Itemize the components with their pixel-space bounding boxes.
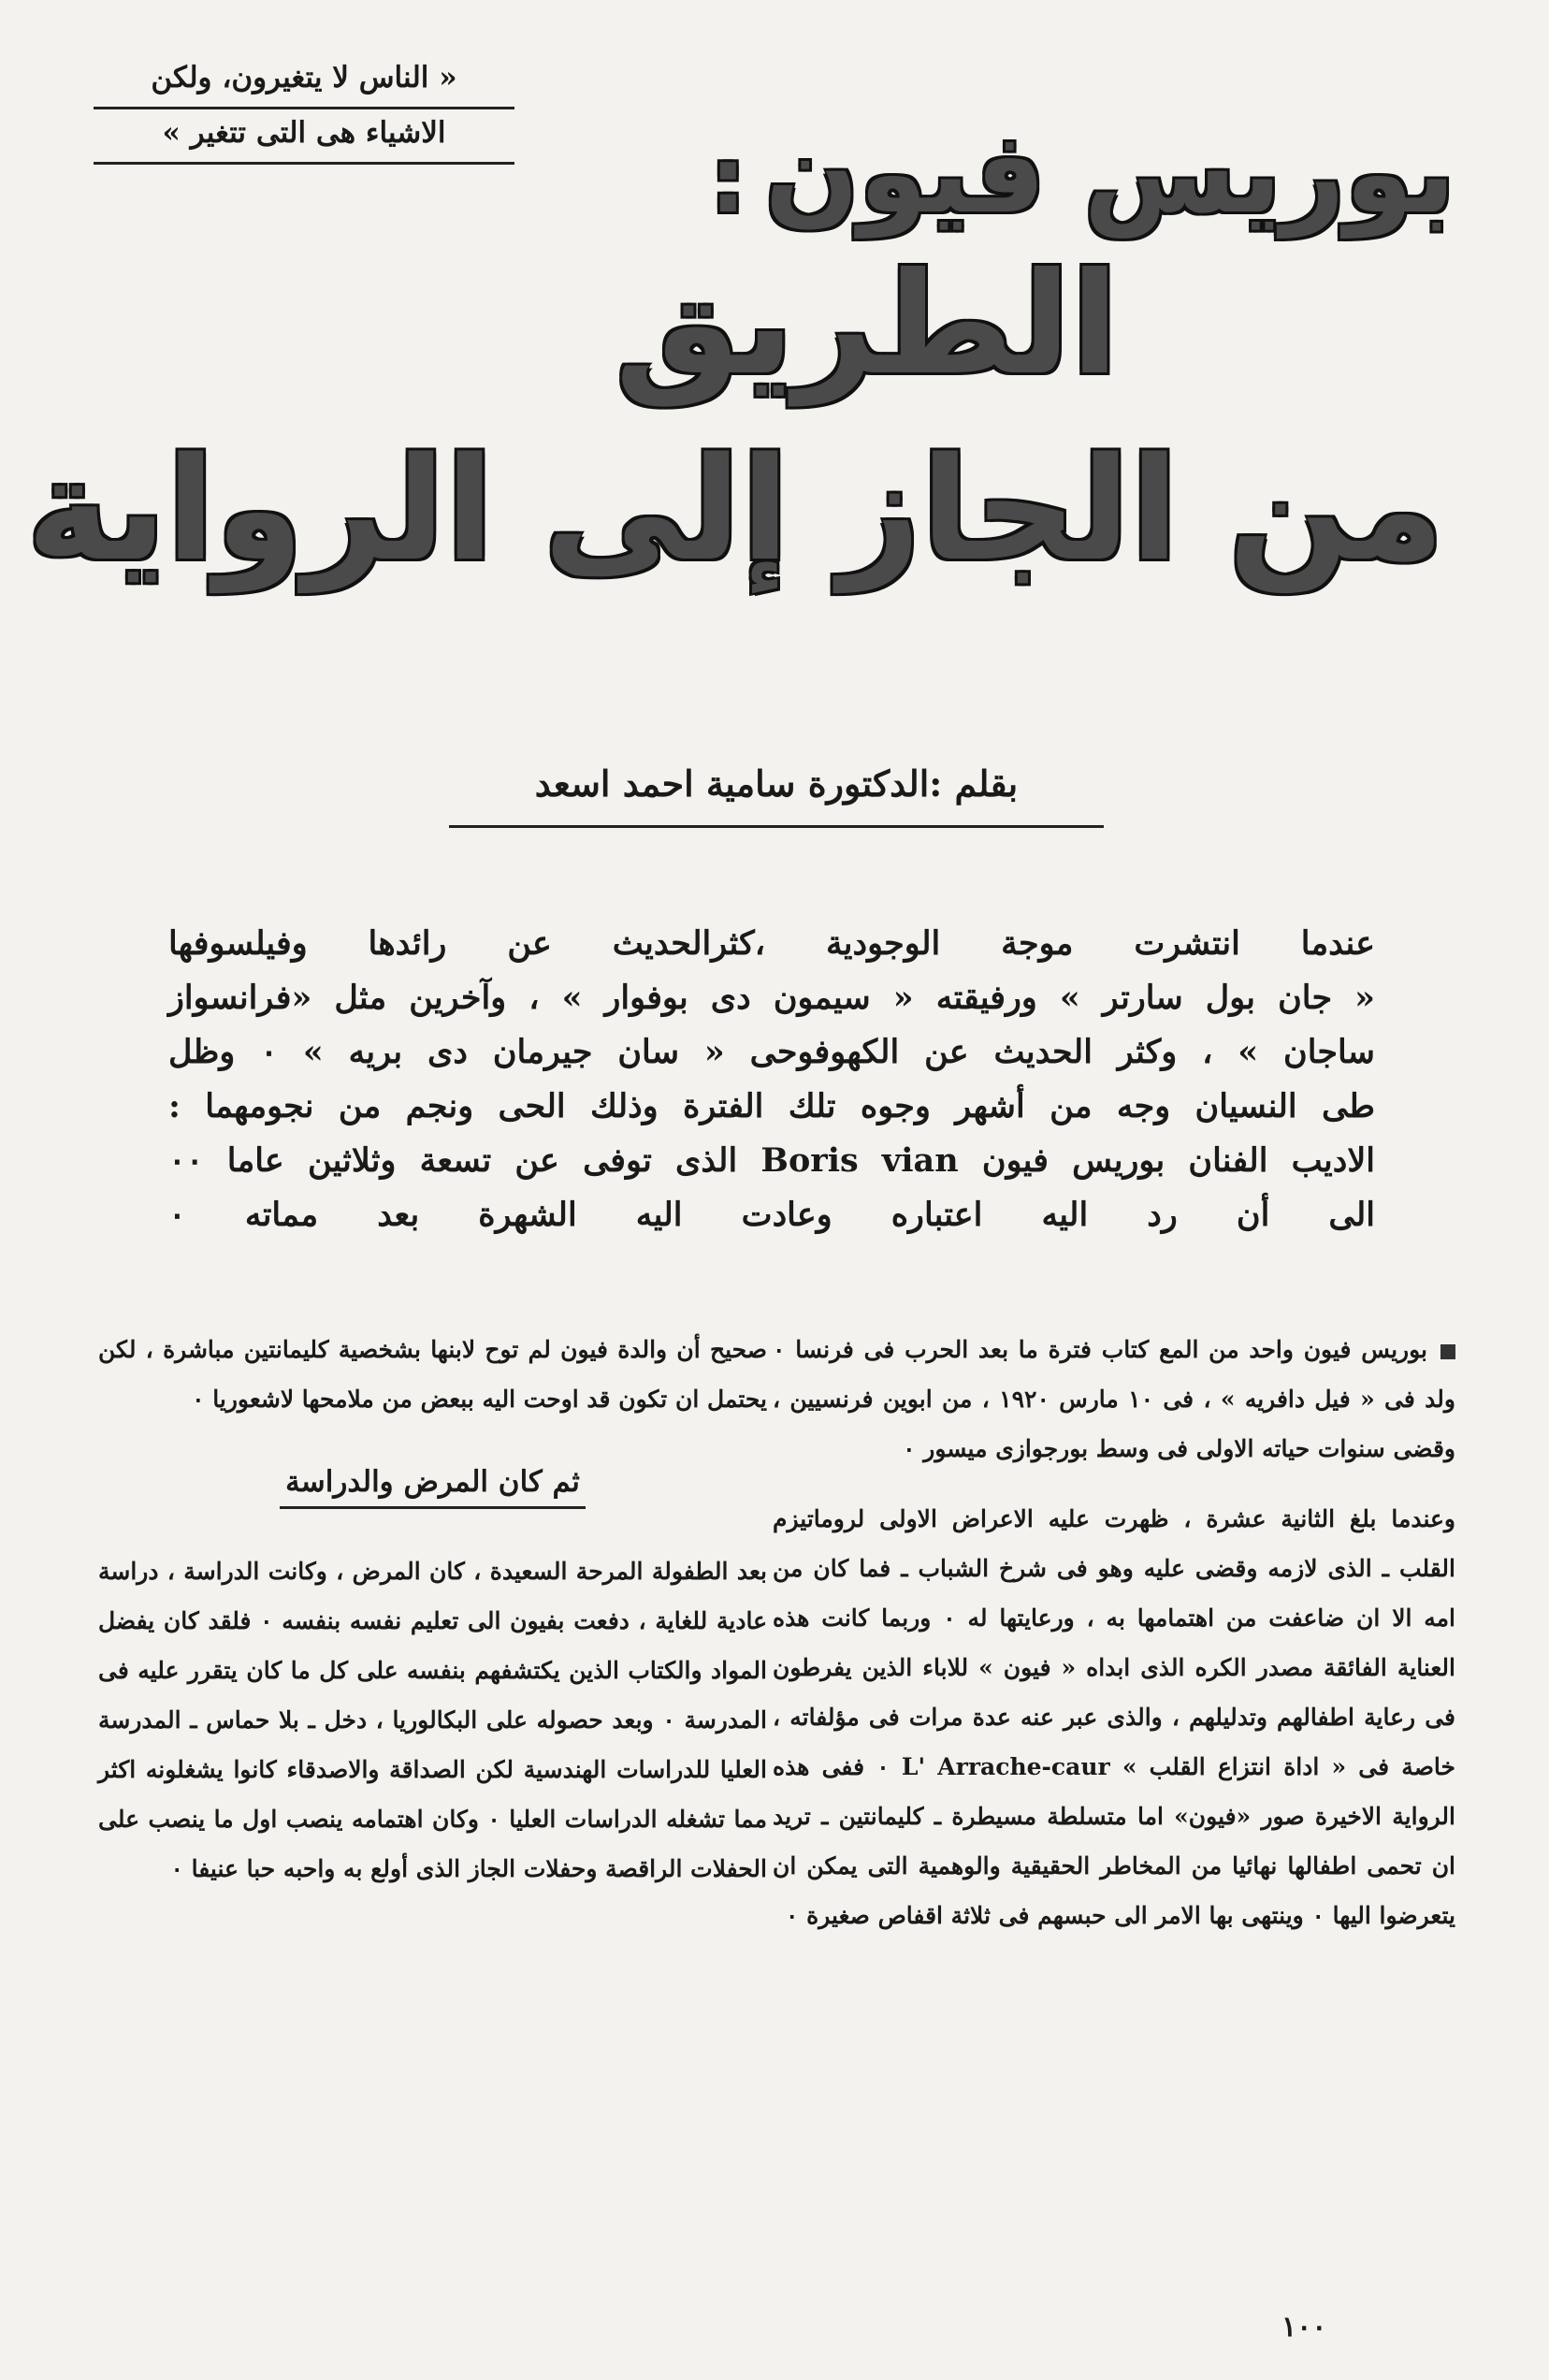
- section-subheading: [98, 1458, 767, 1507]
- page-number: ١٠٠: [1281, 2311, 1327, 2344]
- intro-line: الى أن رد اليه اعتباره وعادت اليه الشهرة بعد مماته ٠: [168, 1196, 1375, 1234]
- intro-line: الاديب الفنان بوريس فيون Boris vian الذى توفى عن تسعة وثلاثين عاما ٠٠: [168, 1141, 1375, 1180]
- right-paragraph-2: وعندما بلغ الثانية عشرة ، ظهرت عليه الاعراض الاولى لروماتيزم القلب ـ الذى لازمه وقضى عليه وهو فى شرخ الشباب ـ فما كان من امه الا ان ضاعفت من اهتمامها به ، ورعايتها له ٠ وربما كانت هذه العناية الفائقة مصدر الكره الذى ابداه « فيون » للاباء الذين يفرطون فى رعاية اطفالهم وتدليلهم ، والذى عبر عنه عدة مرات فى مؤلفاته ، خاصة فى « اداة انتزاع القلب » L' Arrache-caur ٠ ففى هذه الرواية الاخيرة صور «فيون» اما متسلطة مسيطرة ـ كليمانتين ـ تريد ان تحمى اطفالها نهائيا من المخاطر الحقيقية والوهمية التى يمكن ان يتعرضوا اليها ٠ وينتهى بها الامر الى حبسهم فى ثلاثة اقفاص صغيرة ٠: [773, 1505, 1456, 1929]
- pull-quote-line-1: « الناس لا يتغيرون، ولكن: [94, 54, 514, 109]
- headline-author: [710, 103, 1455, 251]
- intro-line: عندما انتشرت موجة الوجودية ،كثرالحديث عن رائدها وفيلسوفها: [168, 924, 1375, 963]
- pull-quote-line-2: الاشياء هى التى تتغير »: [94, 109, 514, 165]
- bullet-square-icon: [1440, 1344, 1455, 1359]
- intro-line: ساجان » ، وكثر الحديث عن الكهوفوحى « سان جيرمان دى بريه » ٠ وظل: [168, 1033, 1376, 1071]
- article-column-right: [773, 1325, 1455, 1961]
- article-column-left: [98, 1325, 767, 1914]
- left-paragraph-1: صحيح أن والدة فيون لم توح لابنها بشخصية كليمانتين مباشرة ، لكن يحتمل ان تكون قد اوحت اليه ببعض من ملامحها لاشعوريا ٠: [98, 1336, 767, 1413]
- intro-line: طى النسيان وجه من أشهر وجوه تلك الفترة وذلك الحى ونجم من نجومهما :: [168, 1087, 1375, 1125]
- intro-paragraph: [168, 917, 1375, 1242]
- column-paragraph: [773, 1325, 1455, 1473]
- intro-line: « جان بول سارتر » ورفيقته « سيمون دى بوفوار » ، وآخرين مثل «فرانسواز: [168, 979, 1375, 1017]
- headline-title-line-2: من الجاز إلى الرواية: [26, 427, 1444, 592]
- pull-quote: [94, 54, 514, 165]
- headline-author-name: بوريس فيون: [764, 109, 1455, 238]
- section-subheading-text: ثم كان المرض والدراسة: [280, 1465, 586, 1509]
- headline-colon: :: [710, 128, 746, 233]
- byline: بقلم :الدكتورة سامية احمد اسعد: [449, 756, 1104, 828]
- headline-title-line-1: الطريق: [615, 243, 1119, 406]
- right-paragraph-1: بوريس فيون واحد من المع كتاب فترة ما بعد الحرب فى فرنسا ٠ ولد فى « فيل دافريه » ، فى ١٠ مارس ١٩٢٠ ، من ابوين فرنسيين ، وقضى سنوات حياته الاولى فى وسط بورجوازى ميسور ٠: [773, 1336, 1455, 1462]
- left-paragraph-2: بعد الطفولة المرحة السعيدة ، كان المرض ، وكانت الدراسة ، دراسة عادية للغاية ، دفعت بفيون الى تعليم نفسه بنفسه ٠ فلقد كان يفضل المواد والكتاب الذين يكتشفهم بنفسه على كل ما كان يتقرر عليه فى المدرسة ٠ وبعد حصوله على البكالوريا ، دخل ـ بلا حماس ـ المدرسة العليا للدراسات الهندسية لكن الصداقة والاصدقاء كانوا يشغلونه اكثر مما تشغله الدراسات العليا ٠ وكان اهتمامه ينصب اول ما ينصب على الحفلات الراقصة وحفلات الجاز الذى أولع به واحبه حبا عنيفا ٠: [98, 1558, 767, 1882]
